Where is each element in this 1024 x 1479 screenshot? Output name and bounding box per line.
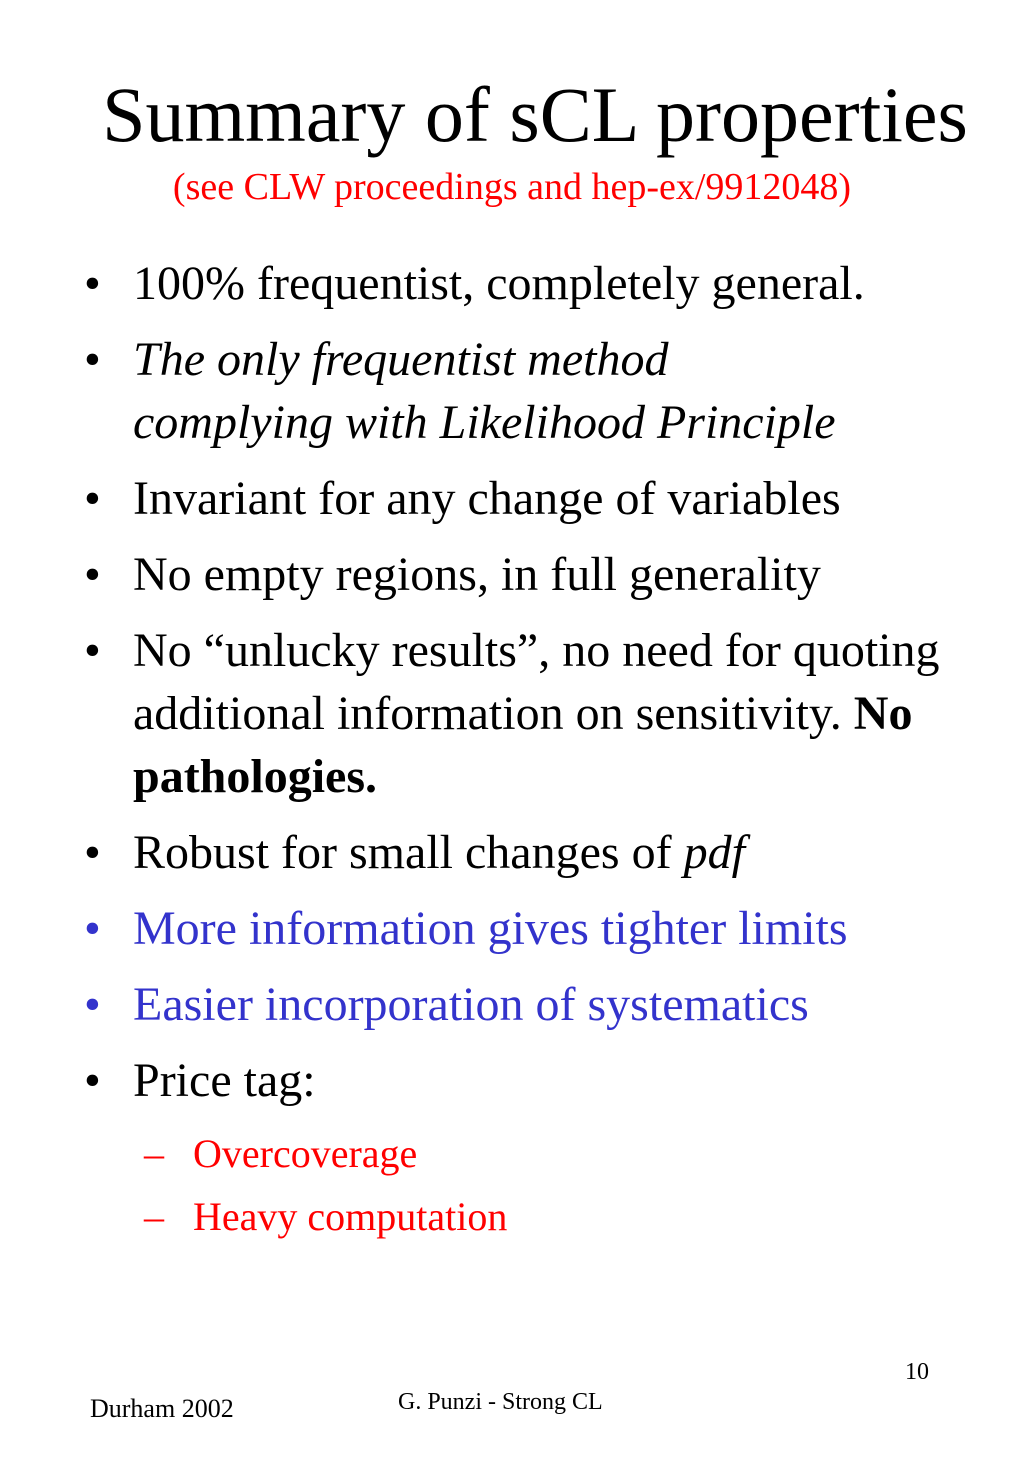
- bullet-item: [84, 619, 1004, 808]
- bullet-mark: •: [84, 826, 101, 879]
- bullet-item: [84, 252, 1004, 315]
- subbullet-dash: –: [144, 1194, 164, 1239]
- bullet-item: [84, 467, 1004, 530]
- subbullet-dash: –: [144, 1131, 164, 1176]
- bullet-item-highlight: [84, 973, 1004, 1036]
- bullet-list: [84, 252, 1004, 1125]
- bullet-item: [84, 821, 1004, 884]
- subbullet-list: [134, 1128, 507, 1254]
- bullet-text-italic: The only frequentist method: [133, 333, 669, 386]
- subbullet-text: Heavy computation: [193, 1194, 508, 1239]
- bullet-text-italic: pdf: [683, 826, 745, 879]
- subbullet-text: Overcoverage: [193, 1131, 418, 1176]
- subbullet-item: [134, 1191, 507, 1243]
- bullet-text-bold: No pathologies.: [133, 687, 913, 803]
- bullet-item: [84, 328, 1004, 454]
- slide-subtitle: (see CLW proceedings and hep-ex/9912048): [172, 166, 852, 208]
- bullet-text: No “unlucky results”, no need for quoting additional information on sensitivity.: [133, 624, 940, 740]
- bullet-mark: •: [84, 257, 101, 310]
- bullet-text: Invariant for any change of variables: [133, 472, 841, 525]
- footer-event: Durham 2002: [90, 1394, 234, 1423]
- bullet-text: Easier incorporation of systematics: [133, 978, 809, 1031]
- bullet-mark: •: [84, 624, 101, 677]
- bullet-item-highlight: [84, 897, 1004, 960]
- bullet-item: [84, 543, 1004, 606]
- bullet-text: Robust for small changes of: [133, 826, 684, 879]
- bullet-mark: •: [84, 472, 101, 525]
- bullet-text-italic: complying with Likelihood Principle: [133, 396, 836, 449]
- bullet-text: No empty regions, in full generality: [133, 548, 821, 601]
- subbullet-item: [134, 1128, 507, 1180]
- bullet-mark: •: [84, 548, 101, 601]
- bullet-mark: •: [84, 978, 101, 1031]
- bullet-text: Price tag:: [133, 1054, 316, 1107]
- bullet-mark: •: [84, 333, 101, 386]
- bullet-item: [84, 1049, 1004, 1112]
- bullet-mark: •: [84, 902, 101, 955]
- slide-title: Summary of sCL properties: [102, 71, 968, 158]
- footer-author: G. Punzi - Strong CL: [398, 1389, 603, 1415]
- bullet-mark: •: [84, 1054, 101, 1107]
- bullet-text: More information gives tighter limits: [133, 902, 848, 955]
- bullet-text: 100% frequentist, completely general.: [133, 257, 865, 310]
- page-number: 10: [905, 1359, 929, 1385]
